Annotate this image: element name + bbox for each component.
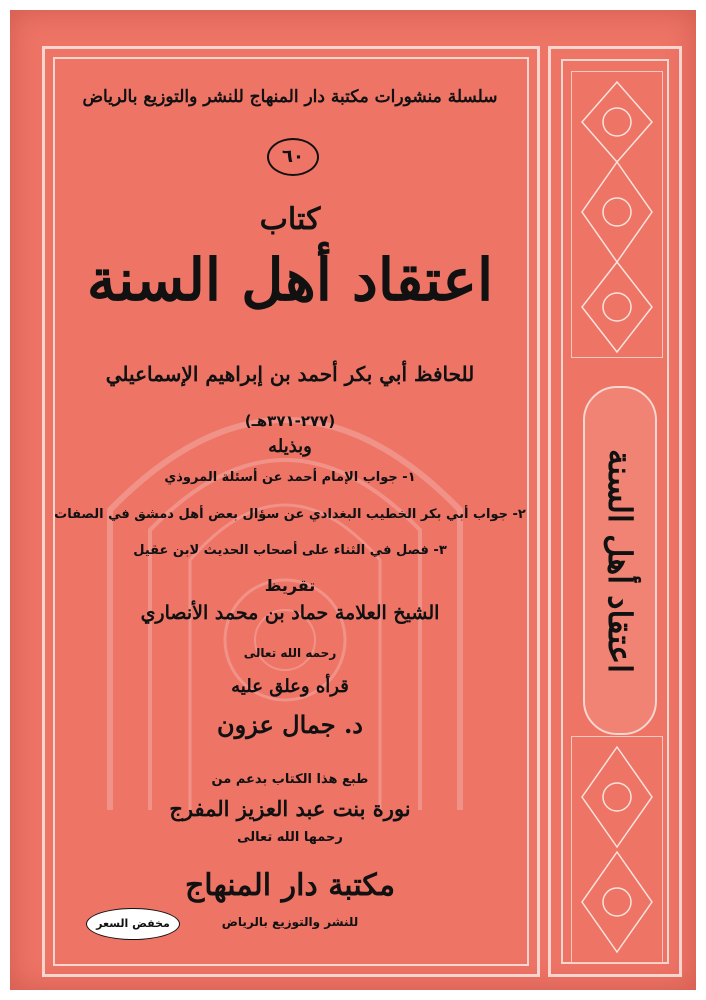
appendix-heading: وبذيله	[268, 436, 312, 457]
spine	[548, 46, 682, 977]
spine-inner-frame	[561, 59, 669, 964]
appendix-item: ١- جواب الإمام أحمد عن أسئلة المروذي	[164, 470, 416, 485]
spine-title-label	[583, 386, 657, 735]
taqriz-label: تقريظ	[264, 576, 316, 595]
editor-role: قرأه وعلق عليه	[231, 676, 349, 697]
author-dates: (٢٧٧-٣٧١هـ)	[244, 412, 336, 430]
spine-top-ornament-icon	[571, 71, 663, 358]
author-line: للحافظ أبي بكر أحمد بن إبراهيم الإسماعيلي	[105, 362, 475, 386]
book-title: اعتقاد أهل السنة	[86, 246, 494, 314]
printed-note: طبع هذا الكتاب بدعم من	[211, 772, 369, 787]
spine-bottom-ornament-icon	[571, 736, 663, 963]
sheikh-blessing: رحمه الله تعالى	[243, 646, 337, 660]
kitab-label: كتاب	[259, 202, 321, 237]
series-line: سلسلة منشورات مكتبة دار المنهاج للنشر والتوزيع بالرياض	[82, 87, 498, 107]
editor-name: د. جمال عزون	[217, 710, 363, 739]
spine-title: اعتقاد أهل السنة	[601, 448, 639, 673]
appendix-item: ٣- فصل في الثناء على أصحاب الحديث لابن عقيل	[133, 543, 447, 558]
price-badge: مخفض السعر	[86, 908, 180, 940]
sponsor-name: نورة بنت عبد العزيز المفرج	[169, 796, 411, 821]
sponsor-blessing: رحمها الله تعالى	[237, 830, 343, 845]
book-cover	[10, 10, 696, 990]
appendix-item: ٢- جواب أبي بكر الخطيب البغدادي عن سؤال بعض أهل دمشق في الصفات	[54, 507, 526, 522]
sheikh-name: الشيخ العلامة حماد بن محمد الأنصاري	[140, 602, 440, 624]
publisher-name: مكتبة دار المنهاج	[184, 868, 396, 903]
publisher-subtitle: للنشر والتوزيع بالرياض	[221, 915, 359, 929]
series-number: ٦٠	[267, 138, 319, 176]
